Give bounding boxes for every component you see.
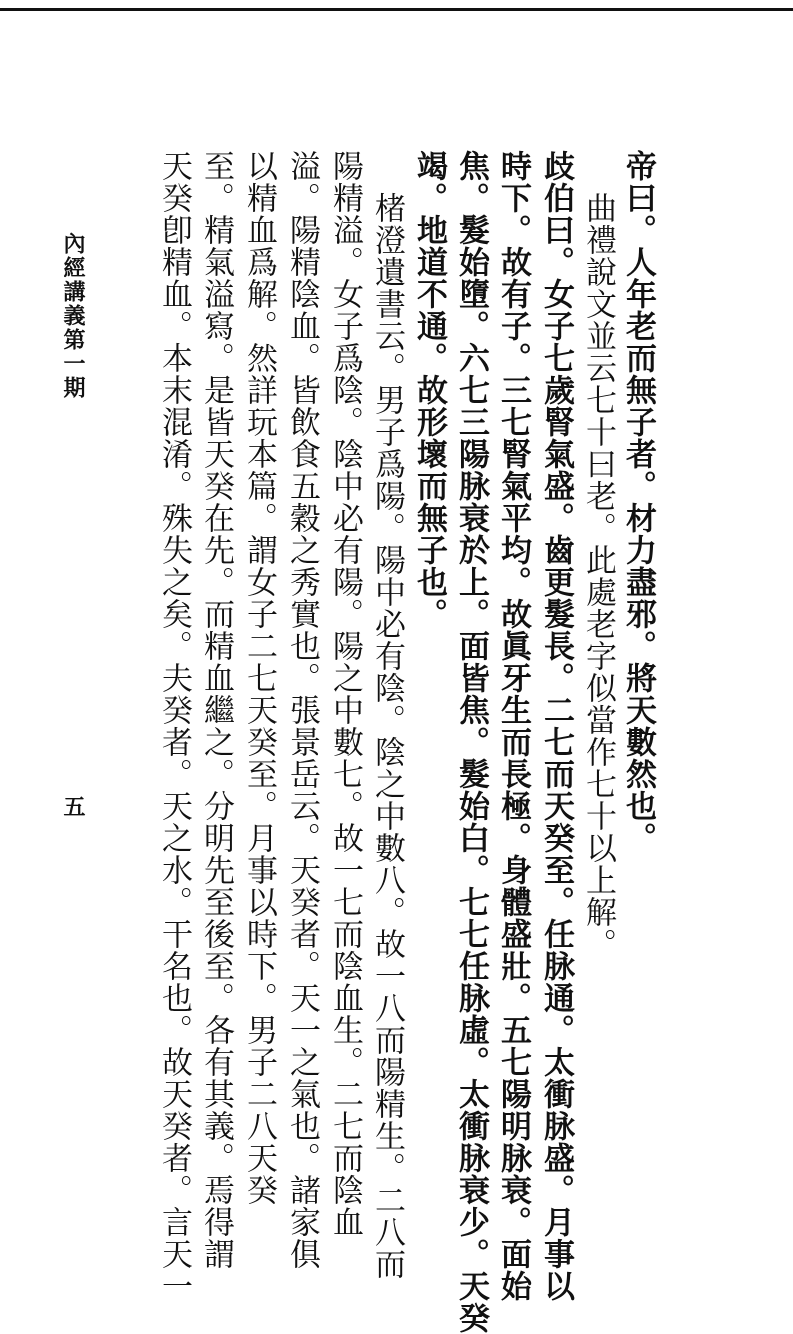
text-column-6: 竭。地道不通。故形壞而無子也。 bbox=[411, 150, 447, 630]
text-column-2: 曲禮說文並云七十曰老。此處老字似當作七十以上解。 bbox=[580, 192, 616, 960]
text-column-12: 天癸卽精血。本末混淆。殊失之矣。夫癸者。天之水。干名也。故天癸者。言天一 bbox=[156, 150, 192, 1302]
text-column-11: 至。精氣溢寫。是皆天癸在先。而精血繼之。分明先至後至。各有其義。焉得謂 bbox=[198, 150, 234, 1270]
page-number: 五 bbox=[60, 795, 86, 819]
text-column-8: 陽精溢。女子爲陰。陰中必有陽。陽之中數七。故一七而陰血生。二七而陰血 bbox=[327, 150, 363, 1238]
text-column-7: 楮澄遺書云。男子爲陽。陽中必有陰。陰之中數八。故一八而陽精生。二八而 bbox=[369, 192, 405, 1280]
text-column-3: 歧伯曰。女子七歲腎氣盛。齒更髮長。二七而天癸至。任脉通。太衝脉盛。月事以 bbox=[538, 150, 574, 1302]
top-border-rule bbox=[0, 8, 793, 11]
text-column-4: 時下。故有子。三七腎氣平均。故眞牙生而長極。身體盛壯。五七陽明脉衰。面始 bbox=[495, 150, 531, 1302]
text-column-9: 溢。陽精陰血。皆飲食五穀之秀實也。張景岳云。天癸者。天一之氣也。諸家俱 bbox=[284, 150, 320, 1270]
text-column-5: 焦。髮始墮。六七三陽脉衰於上。面皆焦。髮始白。七七任脉虛。太衝脉衰少。天癸 bbox=[453, 150, 489, 1334]
text-column-1: 帝曰。人年老而無子者。材力盡邪。將天數然也。 bbox=[620, 150, 656, 854]
text-column-10: 以精血爲解。然詳玩本篇。謂女子二七天癸至。月事以時下。男子二八天癸 bbox=[241, 150, 277, 1206]
journal-title-footer: 內經講義第一期 bbox=[60, 232, 86, 400]
